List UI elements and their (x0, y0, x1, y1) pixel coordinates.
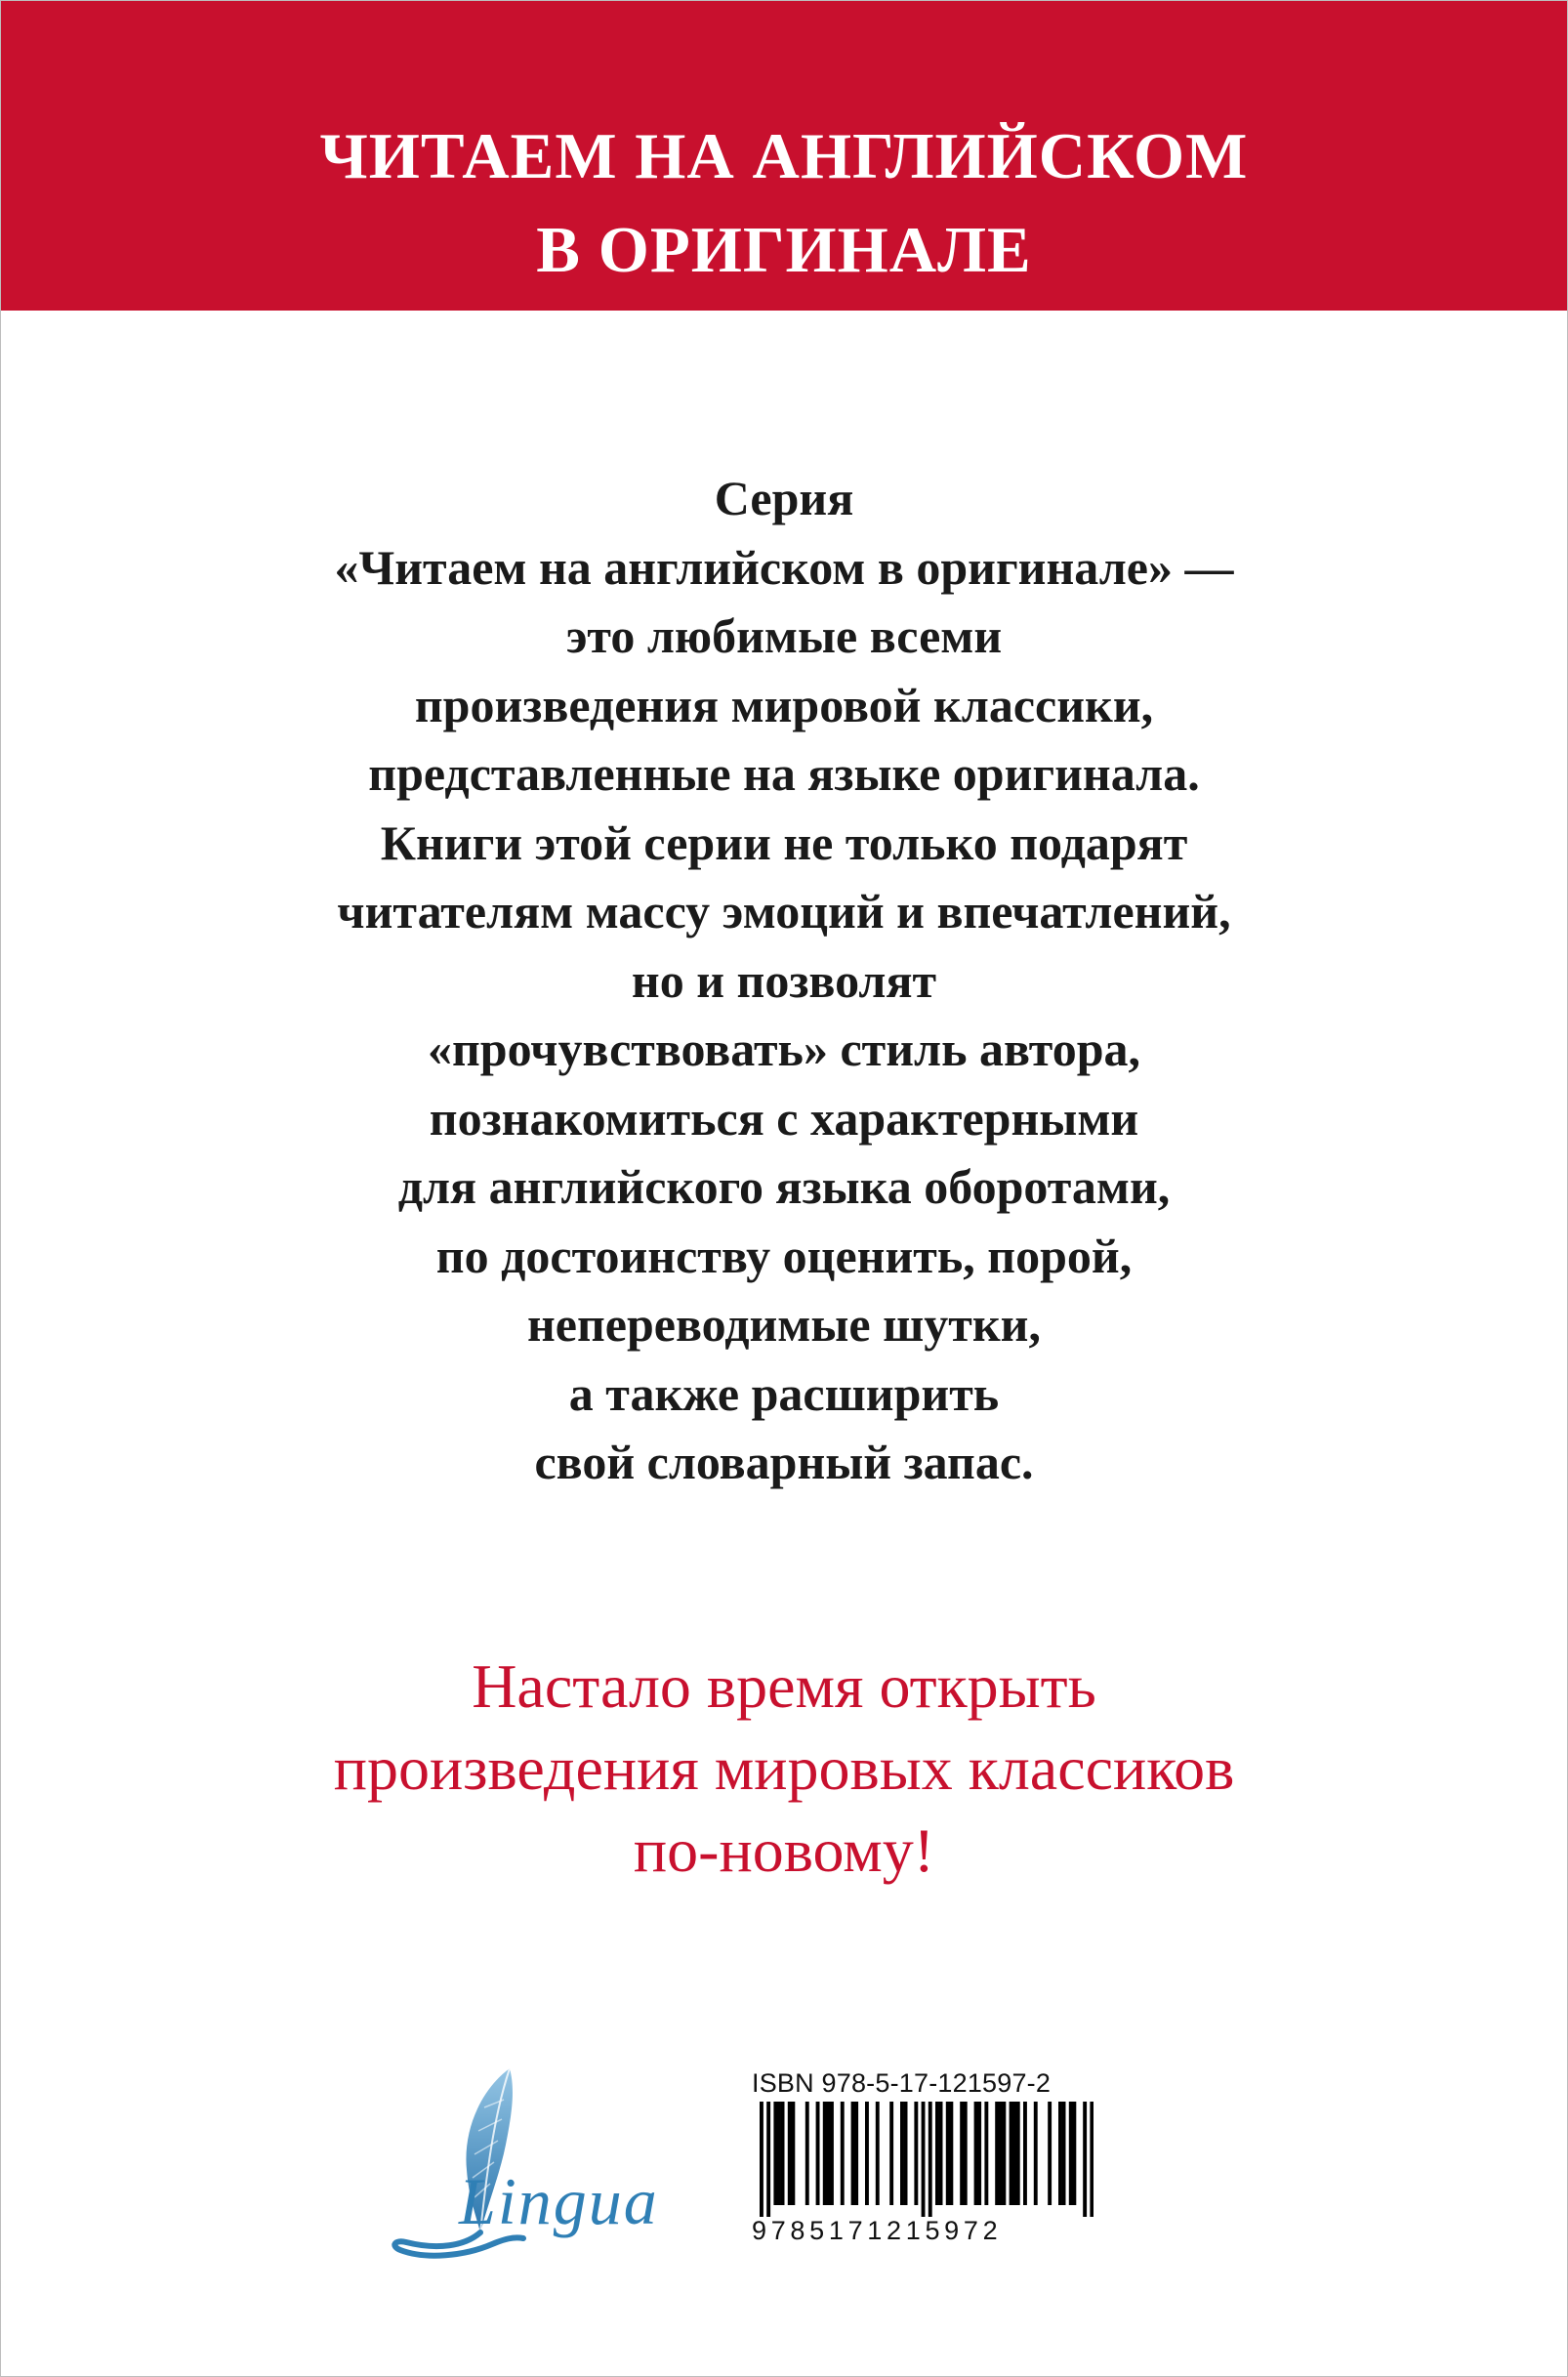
description-line: но и позволят (631, 952, 937, 1008)
description-line: Книги этой серии не только подарят (380, 814, 1188, 870)
series-header-band (0, 0, 1568, 311)
description-line: читателям массу эмоций и впечатлений, (337, 884, 1231, 938)
barcode-bar (928, 2102, 932, 2217)
barcode-bar (1023, 2102, 1027, 2205)
barcode-bar (904, 2102, 908, 2205)
barcode-bar (974, 2102, 978, 2205)
barcode-bar (1010, 2102, 1013, 2205)
barcode-bar (999, 2102, 1003, 2205)
barcode-bar (760, 2102, 763, 2217)
description-line: для английского языка оборотами, (397, 1159, 1171, 1214)
isbn-barcode (752, 2068, 1101, 2249)
barcode-bar (939, 2102, 943, 2205)
description-line: произведения мировой классики, (414, 677, 1154, 732)
description-line: свой словарный запас. (534, 1435, 1034, 1489)
barcode-bar (791, 2102, 795, 2205)
barcode-bar (914, 2102, 918, 2205)
barcode-bar (1012, 2102, 1016, 2205)
barcode-bar (826, 2102, 830, 2205)
tagline (0, 1646, 1568, 1892)
series-title-line: В ОРИГИНАЛЕ (536, 214, 1032, 286)
barcode-bar (805, 2102, 809, 2205)
barcode-bar (766, 2102, 770, 2217)
barcode-bar (1034, 2102, 1038, 2205)
barcode-bar (900, 2102, 904, 2205)
barcode-bar (788, 2102, 792, 2205)
description-line: непереводимые шутки, (526, 1297, 1041, 1352)
barcode-bar (1048, 2102, 1052, 2205)
barcode-bar (935, 2102, 939, 2205)
barcode-bar (854, 2102, 858, 2205)
barcode-bar (1002, 2102, 1006, 2205)
description-line: «прочувствовать» стиль автора, (427, 1022, 1141, 1076)
barcode-bar (1062, 2102, 1066, 2205)
ean-digits: 9785171215972 (752, 2216, 1003, 2245)
barcode-bar (876, 2102, 880, 2205)
tagline-line: произведения мировых классиков (333, 1733, 1235, 1803)
barcode-bar (995, 2102, 999, 2205)
barcode-bars (760, 2102, 1093, 2217)
lingua-logo (387, 2061, 699, 2266)
barcode-bar (922, 2102, 926, 2217)
description-line: Серия (714, 471, 854, 525)
series-title (0, 109, 1568, 297)
description-line: по достоинству оценить, порой, (435, 1228, 1133, 1283)
barcode-bar (781, 2102, 785, 2205)
description-line: познакомиться с характерными (429, 1090, 1139, 1146)
tagline-line: Настало время открыть (472, 1651, 1096, 1721)
barcode-bar (889, 2102, 893, 2205)
barcode-bar (1072, 2102, 1076, 2205)
barcode-bar (964, 2102, 968, 2205)
description-line: представленные на языке оригинала. (368, 746, 1200, 801)
barcode-bar (816, 2102, 820, 2205)
logo-wordmark: Lingua (459, 2164, 659, 2238)
barcode-bar (977, 2102, 981, 2205)
barcode-bar (773, 2102, 777, 2205)
barcode-bar (1069, 2102, 1073, 2205)
description-line: а также расширить (568, 1365, 1000, 1421)
series-description (0, 464, 1568, 1497)
barcode-bar (830, 2102, 834, 2205)
series-title-line: ЧИТАЕМ НА АНГЛИЙСКОМ (319, 120, 1249, 192)
tagline-line: по-новому! (633, 1815, 935, 1885)
isbn-number: ISBN 978-5-17-121597-2 (752, 2068, 1052, 2098)
barcode-bar (960, 2102, 964, 2205)
barcode-bar (1016, 2102, 1020, 2205)
description-line: это любимые всеми (565, 608, 1003, 663)
barcode-bar (946, 2102, 950, 2205)
barcode-bar (949, 2102, 953, 2205)
barcode-bar (823, 2102, 827, 2205)
barcode-bar (851, 2102, 855, 2205)
barcode-bar (984, 2102, 988, 2205)
barcode-bar (841, 2102, 845, 2205)
barcode-bar (777, 2102, 781, 2205)
barcode-bar (1090, 2102, 1093, 2217)
description-line: «Читаем на английском в оригинале» — (334, 539, 1234, 595)
barcode-bar (1058, 2102, 1062, 2205)
barcode-bar (1083, 2102, 1087, 2217)
barcode-bar (865, 2102, 869, 2205)
